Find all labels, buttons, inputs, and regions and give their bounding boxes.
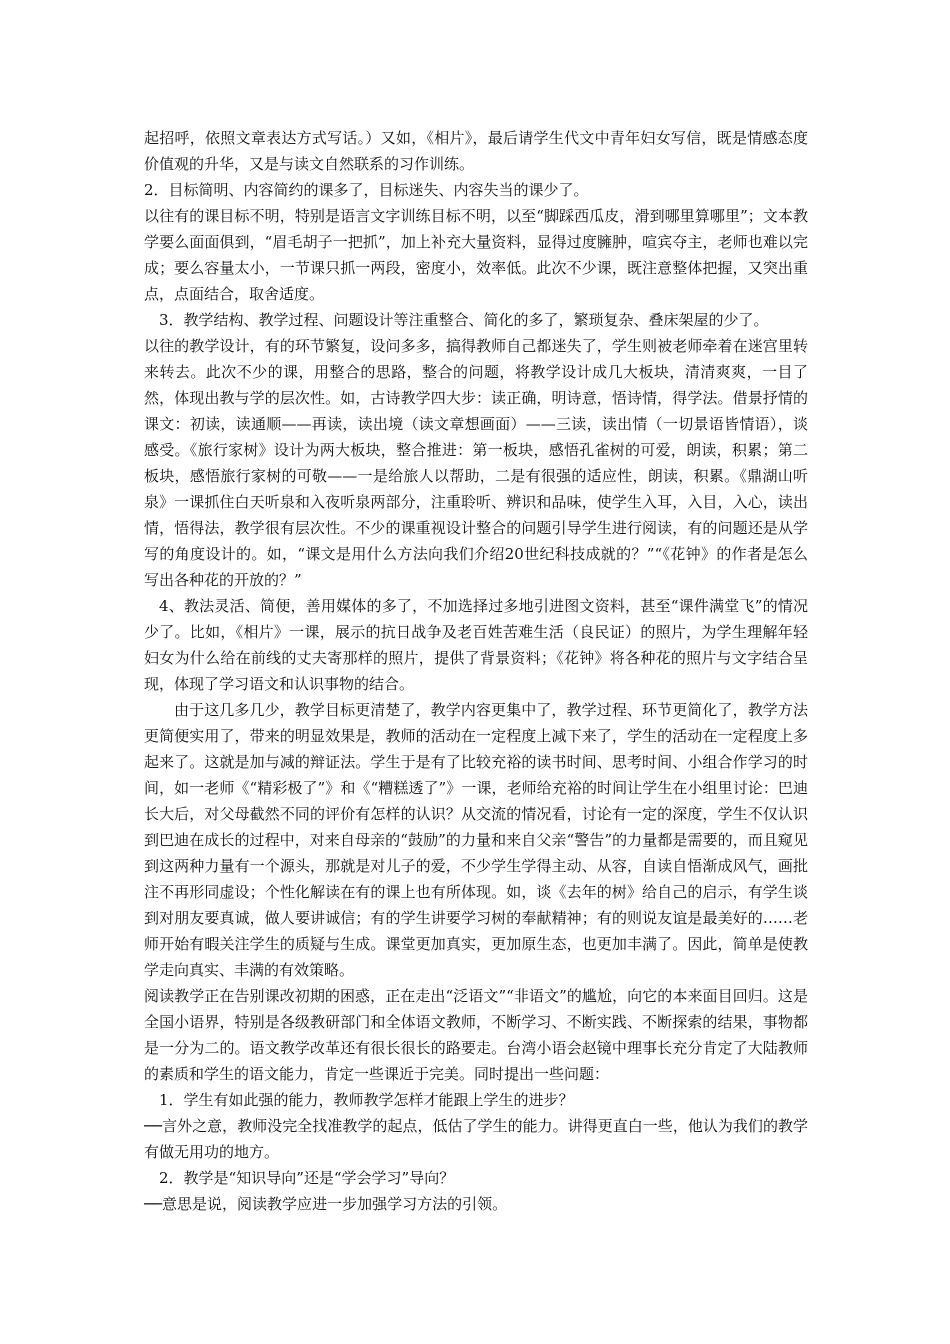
paragraph-summary: 由于这几多几少，教学目标更清楚了，教学内容更集中了，教学过程、环节更简化了，教学方法更简便实用了，带来的明显效果是，教师的活动在一定程度上减下来了，学生的活动在一定程度上多起来了。这就是加与减的辩证法。学生于是有了比较充裕的读书时间、思考时间、小组合作学习的时间，如一老师《“精彩极了”》和《“糟糕透了”》一课，老师给充裕的时间让学生在小组里讨论：巴迪长大后，对父母截然不同的评价有怎样的认识？从交流的情况看，讨论有一定的深度，学生不仅认识到巴迪在成长的过程中，对来自母亲的“鼓励”的力量和来自父亲“警告”的力量都是需要的，而且窥见到这两种力量有一个源头，那就是对儿子的爱，不少学生学得主动、从容，自读自悟渐成风气，画批注不再形同虚设；个性化解读在有的课上也有所体现。如，谈《去年的树》给自己的启示，有学生谈到对朋友要真诚，做人要讲诚信；有的学生讲要学习树的奉献精神；有的则说友谊是最美好的……老师开始有暇关注学生的质疑与生成。课堂更加真实，更加原生态，也更加丰满了。因此，简单是使教学走向真实、丰满的有效策略。 (144, 701, 808, 979)
paragraph-question-1: 1．学生有如此强的能力，教师教学怎样才能跟上学生的进步？ (159, 1091, 574, 1109)
paragraph-point-3-heading: 3．教学结构、教学过程、问题设计等注重整合、简化的多了，繁琐复杂、叠床架屋的少了。 (159, 311, 769, 329)
paragraph-continuation: 起招呼，依照文章表达方式写话。）又如，《相片》，最后请学生代文中青年妇女写信，既是情感态度价值观的升华，又是与读文自然联系的习作训练。 (144, 129, 808, 173)
paragraph-question-1-comment: ──言外之意，教师没完全找准教学的起点，低估了学生的能力。讲得更直白一些，他认为我们的教学有做无用功的地方。 (144, 1117, 808, 1161)
paragraph-question-2: 2．教学是“知识导向”还是“学会学习”导向？ (159, 1169, 455, 1187)
document-body (144, 125, 808, 1217)
paragraph-point-2-heading: 2．目标简明、内容简约的课多了，目标迷失、内容失当的课少了。 (144, 181, 589, 199)
paragraph-point-2-body: 以往有的课目标不明，特别是语言文字训练目标不明，以至“脚踩西瓜皮，滑到哪里算哪里”；文本教学要么面面俱到，“眉毛胡子一把抓”，加上补充大量资料，显得过度臃肿，喧宾夺主，老师也难以完成；要么容量太小，一节课只抓一两段，密度小，效率低。此次不少课，既注意整体把握，又突出重点，点面结合，取舍适度。 (144, 207, 808, 303)
paragraph-reflection: 阅读教学正在告别课改初期的困惑，正在走出“泛语文”“非语文”的尴尬，向它的本来面目回归。这是全国小语界，特别是各级教研部门和全体语文教师，不断学习、不断实践、不断探索的结果，事物都是一分为二的。语文教学改革还有很长很长的路要走。台湾小语会赵镜中理事长充分肯定了大陆教师的素质和学生的语文能力，肯定一些课近于完美。同时提出一些问题： (144, 987, 808, 1083)
paragraph-question-2-comment: ──意思是说，阅读教学应进一步加强学习方法的引领。 (144, 1195, 508, 1213)
paragraph-point-4: 4、教法灵活、简便，善用媒体的多了，不加选择过多地引进图文资料，甚至“课件满堂飞”的情况少了。比如，《相片》一课，展示的抗日战争及老百姓苦难生活（良民证）的照片，为学生理解年轻妇女为什么给在前线的丈夫寄那样的照片，提供了背景资料；《花钟》将各种花的照片与文字结合呈现，体现了学习语文和认识事物的结合。 (144, 597, 808, 693)
paragraph-point-3-body: 以往的教学设计，有的环节繁复，设问多多，搞得教师自己都迷失了，学生则被老师牵着在迷宫里转来转去。此次不少的课，用整合的思路，整合的问题，将教学设计成几大板块，清清爽爽，一目了然，体现出教与学的层次性。如，古诗教学四大步：读正确，明诗意，悟诗情，得学法。借景抒情的课文：初读，读通顺——再读，读出境（读文章想画面）——三读，读出情（一切景语皆情语），谈感受。《旅行家树》设计为两大板块，整合推进：第一板块，感悟孔雀树的可爱，朗读，积累；第二板块，感悟旅行家树的可敬——一是给旅人以帮助，二是有很强的适应性，朗读，积累。《鼎湖山听泉》一课抓住白天听泉和入夜听泉两部分，注重聆听、辨识和品味，使学生入耳，入目，入心，读出情，悟得法，教学很有层次性。不少的课重视设计整合的问题引导学生进行阅读，有的问题还是从学写的角度设计的。如，“课文是用什么方法向我们介绍20世纪科技成就的？”“《花钟》的作者是怎么写出各种花的开放的？” (144, 337, 808, 589)
